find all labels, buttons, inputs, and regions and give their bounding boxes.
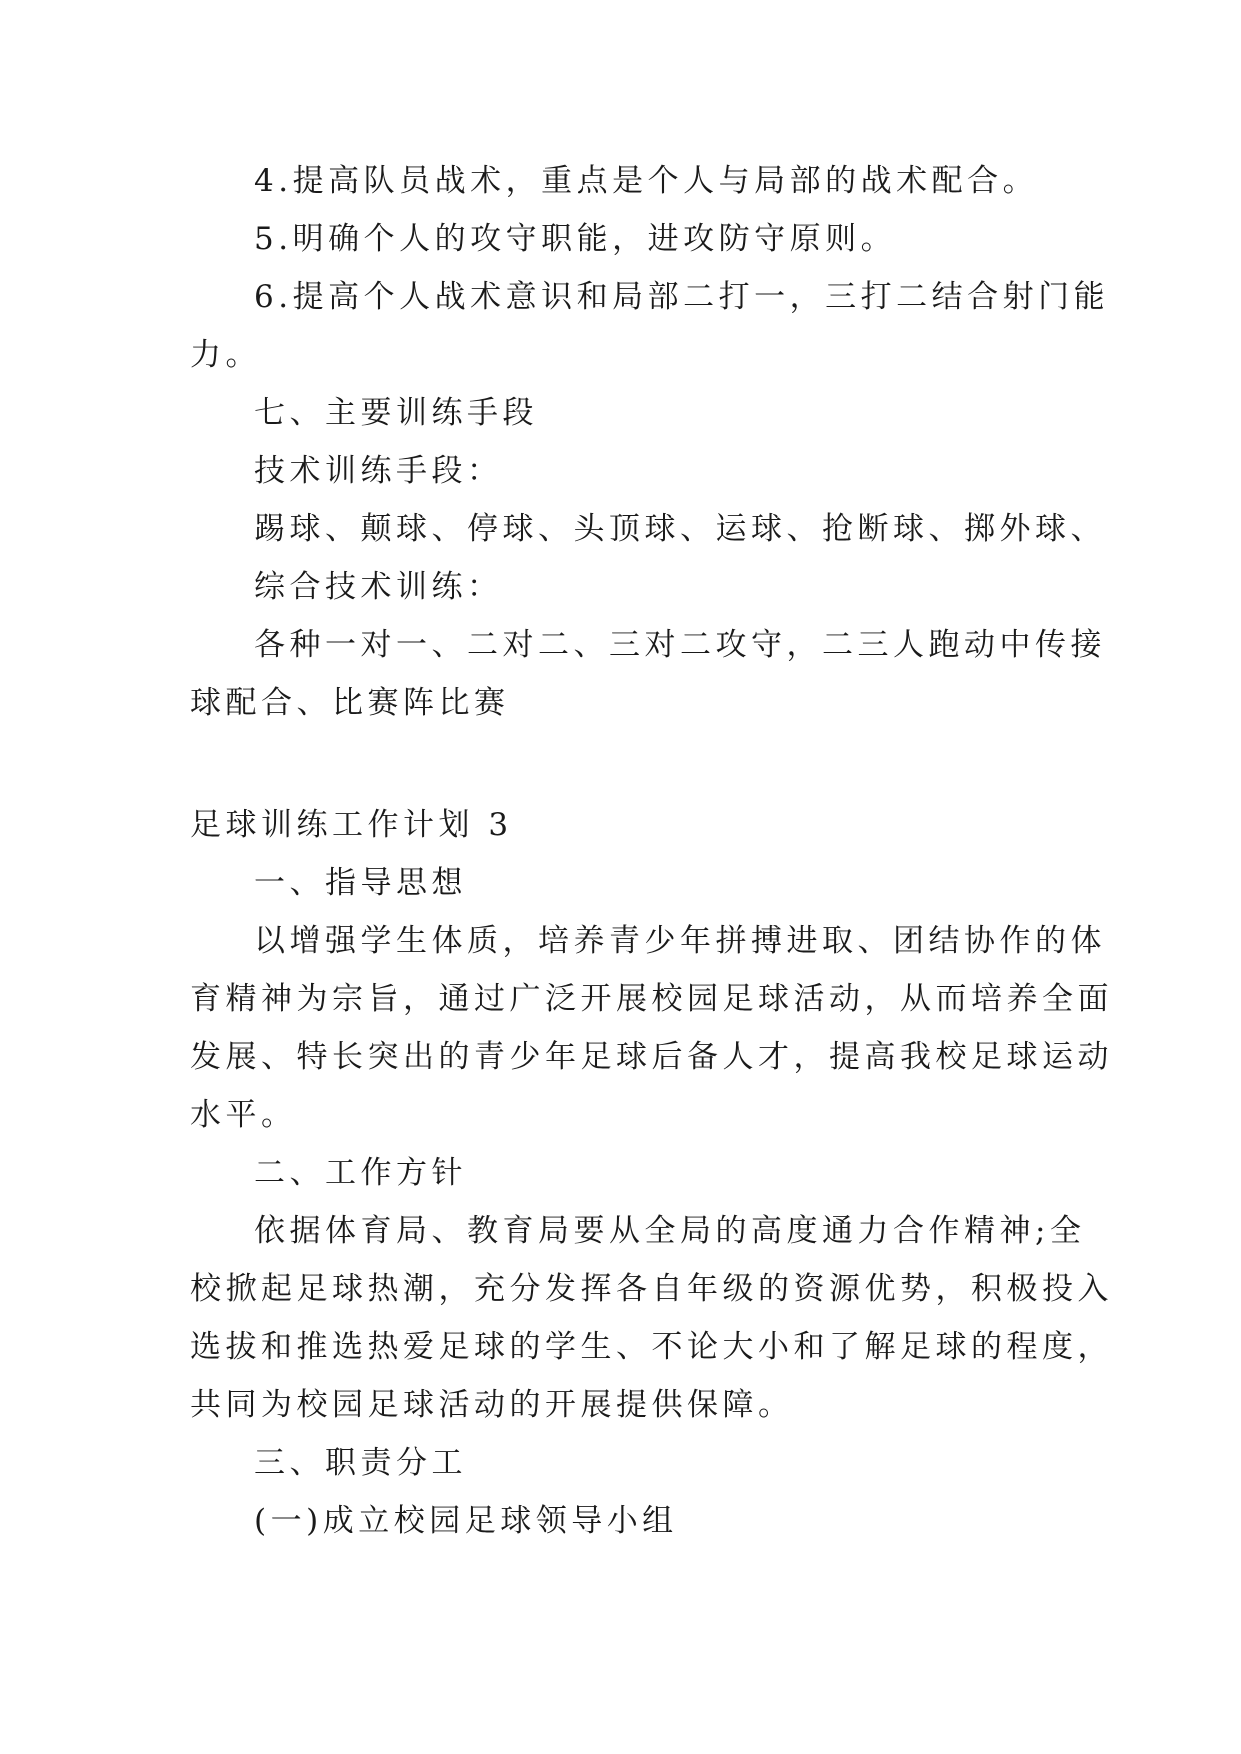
paragraph-guiding-thought-line-4: 水平。 <box>190 1097 297 1133</box>
subheading-leadership-group: (一)成立校园足球领导小组 <box>254 1503 678 1539</box>
list-item-4: 4.提高队员战术，重点是个人与局部的战术配合。 <box>254 163 1039 199</box>
paragraph-guiding-thought-line-3: 发展、特长突出的青少年足球后备人才，提高我校足球运动 <box>190 1039 1113 1075</box>
list-item-6: 6.提高个人战术意识和局部二打一，三打二结合射门能 <box>254 279 1110 315</box>
list-item-6-continued: 力。 <box>190 337 261 373</box>
subheading-combined-training: 综合技术训练： <box>254 569 503 605</box>
section-spacer <box>190 732 1060 796</box>
paragraph-work-policy-line-2: 校掀起足球热潮，充分发挥各自年级的资源优势，积极投入 <box>190 1271 1113 1307</box>
document-body <box>190 152 1113 1550</box>
section-heading-training-methods: 七、主要训练手段 <box>254 395 538 431</box>
paragraph-guiding-thought-line-2: 育精神为宗旨，通过广泛开展校园足球活动，从而培养全面 <box>190 981 1113 1017</box>
section-heading-work-policy: 二、工作方针 <box>254 1155 467 1191</box>
paragraph-work-policy-line-3: 选拔和推选热爱足球的学生、不论大小和了解足球的程度， <box>190 1329 1113 1365</box>
paragraph-combined-items-continued: 球配合、比赛阵比赛 <box>190 685 510 721</box>
list-item-5: 5.明确个人的攻守职能，进攻防守原则。 <box>254 221 897 257</box>
document-title: 足球训练工作计划 3 <box>190 807 513 843</box>
paragraph-combined-items: 各种一对一、二对二、三对二攻守，二三人跑动中传接 <box>254 627 1106 663</box>
paragraph-technical-items: 踢球、颠球、停球、头顶球、运球、抢断球、掷外球、 <box>254 511 1106 547</box>
paragraph-guiding-thought: 以增强学生体质，培养青少年拼搏进取、团结协作的体 <box>254 923 1106 959</box>
paragraph-work-policy-line-4: 共同为校园足球活动的开展提供保障。 <box>190 1387 794 1423</box>
section-heading-guiding-thought: 一、指导思想 <box>254 865 467 901</box>
paragraph-work-policy: 依据体育局、教育局要从全局的高度通力合作精神;全 <box>254 1213 1086 1249</box>
section-heading-responsibilities: 三、职责分工 <box>254 1445 467 1481</box>
subheading-technical-training: 技术训练手段： <box>254 453 503 489</box>
